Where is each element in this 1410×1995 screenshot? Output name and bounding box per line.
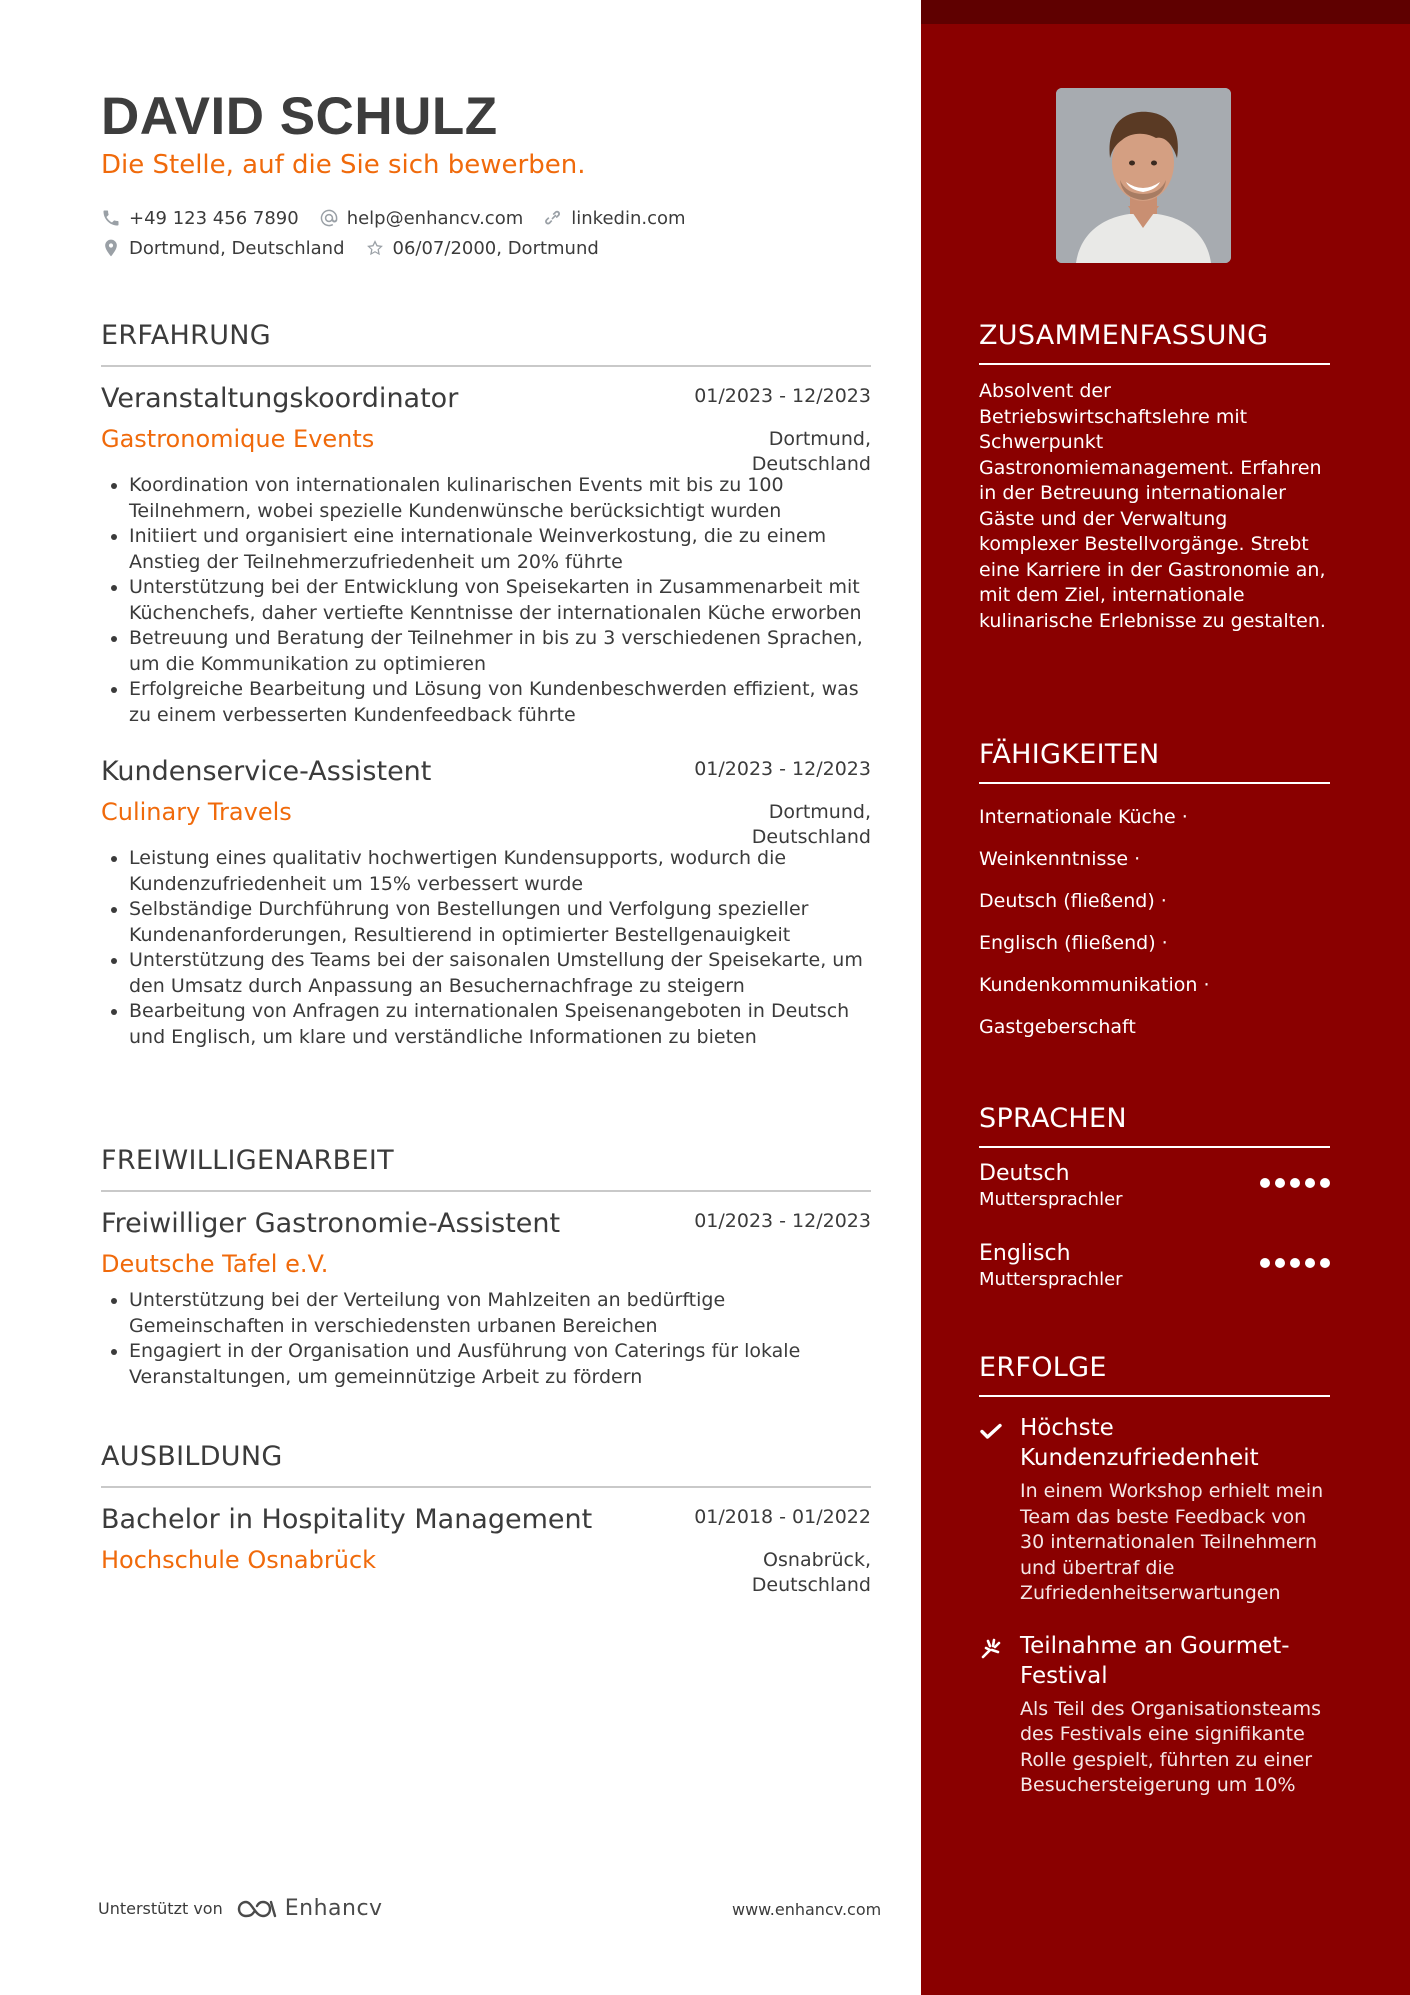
summary-text: Absolvent der Betriebswirtschaftslehre mit Schwerpunkt Gastronomiemanagement. Erfahren in der Betreuung internationaler Gäste und der Verwaltung komplexer Bestellvorgänge. Strebt eine Karriere in der Gastronomie an, mit dem Ziel, internationale kulinarische Erlebnisse zu gestalten. [979,380,1326,632]
hand-raise-icon [979,1637,1003,1661]
location-pin-icon [101,238,121,258]
language-name: Deutsch [979,1161,1070,1186]
achievement-title: Teilnahme an Gourmet-Festival [1020,1632,1290,1689]
language-rating [1255,1258,1330,1268]
company-name: Culinary Travels [101,798,292,826]
rating-dot [1320,1178,1330,1188]
job-bullets [101,473,871,728]
email-text: help@enhancv.com [346,207,524,229]
volunteer-section [101,1145,871,1390]
job-dates: 01/2023 - 12/2023 [694,385,871,407]
language-name: Englisch [979,1241,1071,1266]
achievement-item [979,1413,1330,1607]
linkedin-contact[interactable] [543,208,685,229]
job-role: Kundenservice-Assistent [101,756,432,787]
contact-info [101,203,821,263]
achievement-item [979,1631,1330,1799]
link-icon [543,208,563,228]
rating-dot [1290,1178,1300,1188]
education-section [101,1441,871,1596]
rating-dot [1320,1258,1330,1268]
bullet-item: Unterstützung bei der Verteilung von Mahlzeiten an bedürftige Gemeinschaften in verschiedensten urbanen Bereichen [129,1288,871,1339]
experience-section [101,320,871,1050]
rating-dot [1305,1178,1315,1188]
bullet-item: Initiiert und organisiert eine internationale Weinverkostung, die zu einem Anstieg der Teilnehmerzufriedenheit um 20% führte [129,524,871,575]
job-dates: 01/2023 - 12/2023 [694,758,871,780]
achievements-title: ERFOLGE [979,1352,1330,1397]
skill-item: Internationale Küche · [979,806,1188,828]
rating-dot [1275,1178,1285,1188]
volunteer-org: Deutsche Tafel e.V. [101,1250,329,1278]
candidate-name: DAVID SCHULZ [101,87,498,146]
bullet-item: Koordination von internationalen kulinarischen Events mit bis zu 100 Teilnehmern, wobei spezielle Kundenwünsche berücksichtigt wurden [129,473,871,524]
education-dates: 01/2018 - 01/2022 [694,1506,871,1528]
rating-dot [1305,1258,1315,1268]
powered-by [98,1896,383,1921]
education-title: AUSBILDUNG [101,1441,871,1488]
bullet-item: Erfolgreiche Bearbeitung und Lösung von Kundenbeschwerden effizient, was zu einem verbesserten Kundenfeedback führte [129,677,871,728]
linkedin-text: linkedin.com [571,207,686,229]
rating-dot [1260,1178,1270,1188]
skill-item: Gastgeberschaft [979,1016,1136,1038]
avatar-illustration [1056,88,1231,263]
job-location: Dortmund, Deutschland [751,428,871,475]
website-link[interactable]: www.enhancv.com [732,1900,882,1919]
experience-title: ERFAHRUNG [101,320,871,367]
sidebar-top-bar [921,0,1410,24]
checkmark-icon [979,1419,1003,1443]
job-location: Dortmund, Deutschland [751,801,871,848]
job-role: Veranstaltungskoordinator [101,383,459,414]
achievement-title: Höchste Kundenzufriedenheit [1020,1415,1259,1471]
volunteer-role: Freiwilliger Gastronomie-Assistent [101,1208,561,1239]
profile-photo [1056,88,1231,263]
language-item [979,1160,1330,1240]
summary-section [979,320,1330,634]
achievement-desc: Als Teil des Organisationsteams des Festivals eine signifikante Rolle gespielt, führten zu einer Besuchersteigerung um 10% [1020,1697,1322,1796]
powered-by-text: Unterstützt von [98,1899,223,1918]
bullet-item: Unterstützung bei der Entwicklung von Speisekarten in Zusammenarbeit mit Küchenchefs, daher vertiefte Kenntnisse der internationalen Küche erworben [129,575,871,626]
skill-item: Deutsch (fließend) · [979,890,1167,912]
experience-entry [101,381,871,728]
phone-icon [101,208,121,228]
skill-item: Weinkenntnisse · [979,848,1141,870]
summary-title: ZUSAMMENFASSUNG [979,320,1330,365]
skill-item: Kundenkommunikation · [979,974,1210,996]
star-icon [365,238,385,258]
languages-title: SPRACHEN [979,1103,1330,1148]
languages-section [979,1103,1330,1320]
language-rating [1255,1178,1330,1188]
achievements-section [979,1352,1330,1799]
volunteer-bullets [101,1288,871,1390]
enhancv-infinity-icon [233,1897,279,1921]
education-entry [101,1502,871,1596]
language-level: Muttersprachler [979,1189,1123,1210]
sidebar [921,0,1410,1995]
bullet-item: Leistung eines qualitativ hochwertigen Kundensupports, wodurch die Kundenzufriedenheit um 15% verbessert wurde [129,846,871,897]
bullet-item: Betreuung und Beratung der Teilnehmer in bis zu 3 verschiedenen Sprachen, um die Kommunikation zu optimieren [129,626,871,677]
language-level: Muttersprachler [979,1269,1123,1290]
bullet-item: Selbständige Durchführung von Bestellungen und Verfolgung spezieller Kundenanforderungen, Resultierend in optimierter Bestellgenauigkeit [129,897,871,948]
job-tagline: Die Stelle, auf die Sie sich bewerben. [101,150,586,180]
email-contact[interactable] [319,208,524,229]
bullet-item: Bearbeitung von Anfragen zu internationalen Speisenangeboten in Deutsch und Englisch, um klare und verständliche Informationen zu bieten [129,999,871,1050]
rating-dot [1290,1258,1300,1268]
skills-title: FÄHIGKEITEN [979,739,1330,784]
achievement-desc: In einem Workshop erhielt mein Team das beste Feedback von 30 internationalen Teilnehmern und übertraf die Zufriedenheitserwartungen [1020,1480,1324,1604]
language-item [979,1240,1330,1320]
enhancv-logo[interactable] [233,1896,383,1921]
skill-item: Englisch (fließend) · [979,932,1168,954]
at-icon [319,208,339,228]
volunteer-dates: 01/2023 - 12/2023 [694,1210,871,1232]
company-name: Gastronomique Events [101,425,375,453]
phone-contact[interactable] [101,208,299,229]
skills-section [979,739,1330,1048]
rating-dot [1260,1258,1270,1268]
phone-text: +49 123 456 7890 [129,207,299,229]
degree-name: Bachelor in Hospitality Management [101,1504,593,1535]
rating-dot [1275,1258,1285,1268]
experience-entry [101,754,871,1050]
volunteer-title: FREIWILLIGENARBEIT [101,1145,871,1192]
job-bullets [101,846,871,1050]
location-text: Dortmund, Deutschland [129,237,345,259]
birth-text: 06/07/2000, Dortmund [392,237,599,259]
location-contact [101,238,345,259]
enhancv-brand: Enhancv [284,1896,383,1921]
skills-list [979,796,1330,1048]
school-name: Hochschule Osnabrück [101,1546,377,1574]
birth-contact [365,238,599,259]
bullet-item: Engagiert in der Organisation und Ausführung von Caterings für lokale Veranstaltungen, um gemeinnützige Arbeit zu fördern [129,1339,871,1390]
bullet-item: Unterstützung des Teams bei der saisonalen Umstellung der Speisekarte, um den Umsatz durch Anpassung an Besuchernachfrage zu steigern [129,948,871,999]
school-location: Osnabrück, Deutschland [751,1549,871,1596]
volunteer-entry [101,1206,871,1390]
